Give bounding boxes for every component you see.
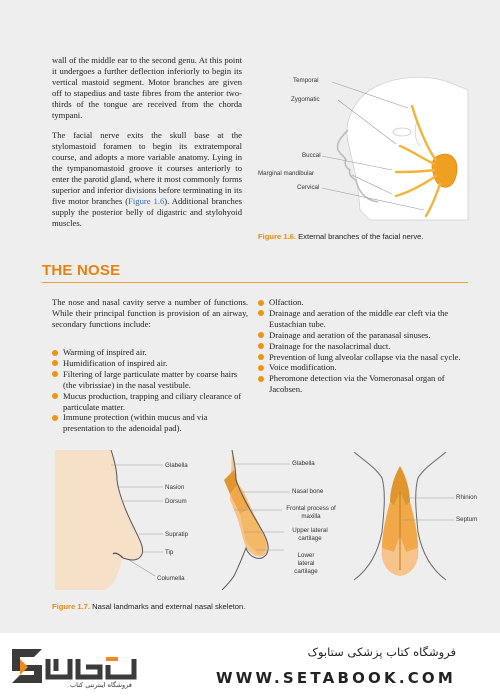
label-upper-lateral-cartilage: Upper lateral cartilage [292,527,328,542]
section-divider [42,282,468,283]
figure-1-6-link[interactable]: Figure 1.6 [128,195,165,206]
label-zygomatic: Zygomatic [291,96,320,103]
label-temporal: Temporal [293,77,319,84]
facial-nerve-figure [300,60,470,225]
label-nasal-bone: Nasal bone [292,488,324,495]
list-item: Filtering of large particulate matter by coarse hairs (the vibrissiae) in the nasal vestibule. [52,369,248,391]
label-septum: Septum [456,516,478,523]
label-frontal-process: Frontal process of maxilla [286,505,336,520]
list-item: Humidification of inspired air. [52,358,248,369]
list-item: Drainage and aeration of the paranasal sinuses. [258,330,468,341]
figure-1-7-caption: Figure 1.7. Nasal landmarks and external nasal skeleton. [52,602,246,611]
label-nasion: Nasion [165,484,185,491]
label-marginal-mandibular: Marginal mandibular [258,170,315,177]
list-item: Olfaction. [258,297,468,308]
label-supratip: Supratip [165,531,189,538]
label-tip: Tip [165,549,174,556]
label-dorsum: Dorsum [165,498,187,505]
list-item: Mucus production, trapping and ciliary clearance of particulate matter. [52,391,248,413]
logo-subtitle: فروشگاه اینترنتی کتاب [70,681,132,689]
label-buccal: Buccal [302,152,321,159]
store-name: فروشگاه کتاب پزشکی ستابوک [307,645,456,659]
list-item: Drainage and aeration of the middle ear cleft via the Eustachian tube. [258,308,468,330]
label-cervical: Cervical [297,184,320,191]
right-bullet-list [258,297,468,395]
section-title: THE NOSE [42,262,121,279]
list-item: Pheromone detection via the Vomeronasal organ of Jacobsen. [258,373,468,395]
nose-intro: The nose and nasal cavity serve a number of functions. While their principal function is provision of an airway, secondary functions include: [52,297,248,329]
store-footer [0,633,500,700]
list-item: Prevention of lung alveolar collapse via the nasal cycle. [258,352,468,363]
store-url-link[interactable]: WWW.SETABOOK.COM [216,669,456,687]
nasal-landmarks-profile [55,450,165,590]
label-lower-lateral-cartilage: Lower lateral cartilage [294,552,318,575]
list-item: Warming of inspired air. [52,347,248,358]
list-item: Voice modification. [258,362,468,373]
figure-1-6-caption: Figure 1.6. External branches of the facial nerve. [258,232,424,241]
label-glabella-2: Glabella [292,460,315,467]
facial-nerve-text [52,55,242,229]
paragraph-2: The facial nerve exits the skull base at the stylomastoid foramen to begin its extratemporal course, and adopts a more variable anatomy. Lying in the tympanomastoid groove it courses anteriorly to enter the parotid gland, where it most commonly forms superior and inferior divisions before terminating in its five motor branches (Figure 1.6). Additional branches supply the posterior belly of digastric and stylohyoid muscles. [52,130,242,228]
label-glabella: Glabella [165,462,188,469]
label-rhinion: Rhinion [456,494,477,501]
list-item: Drainage for the nasolacrimal duct. [258,341,468,352]
label-columella: Columella [157,575,185,582]
list-item: Immune protection (within mucus and via presentation to the adenoidal pad). [52,412,248,434]
nasal-skeleton-lateral [210,450,290,590]
paragraph-1: wall of the middle ear to the second genu. At this point it undergoes a further deflection inferiorly to begin its vertical mastoid segment. Motor branches are given off to stapedius and taste fibres from the anterior two-thirds of the tongue are received from the chorda tympani. [52,55,242,120]
left-bullet-list [52,347,248,434]
